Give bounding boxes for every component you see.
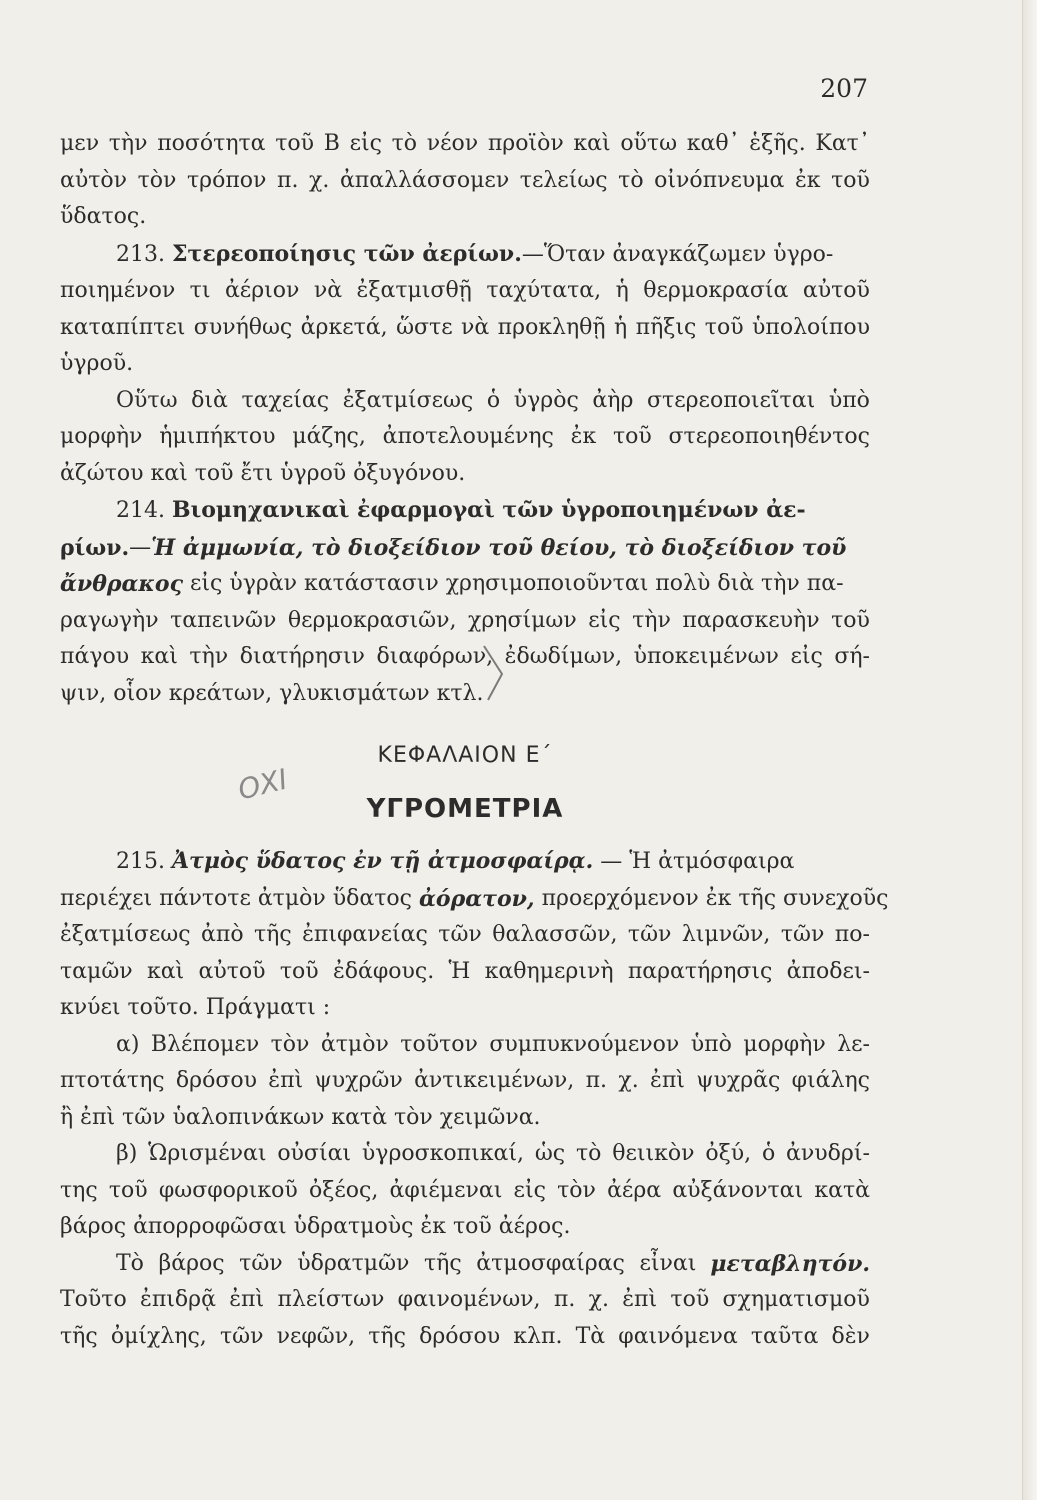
word: φιάλης bbox=[791, 1068, 870, 1093]
word: τῶν bbox=[780, 922, 825, 947]
word: ἀποτελουμένης bbox=[382, 424, 554, 449]
word: ἡ bbox=[614, 314, 628, 340]
word: εἰς bbox=[790, 644, 823, 669]
word: τὸν bbox=[557, 1177, 596, 1203]
word: θερμοκρασία bbox=[643, 278, 789, 303]
word: ψυχρᾶς bbox=[696, 1068, 781, 1093]
text-line bbox=[60, 639, 870, 676]
word: θειικὸν bbox=[612, 1141, 695, 1166]
word: οἰνόπνευμα bbox=[654, 167, 785, 193]
chapter-title: ΥΓΡΟΜΕΤΡΙΑ bbox=[366, 793, 564, 824]
word: καθ᾽ bbox=[686, 131, 740, 156]
text-line: Τὸ βάρος τῶν ὑδρατμῶν τῆς ἀτμοσφαίρας εἶναι μεταβλητόν. bbox=[60, 1246, 870, 1283]
word: συνήθως bbox=[193, 314, 293, 340]
word: ἑξῆς. bbox=[749, 131, 806, 156]
word: νέον bbox=[426, 131, 479, 156]
text-line: ρίων. — Ἡ ἀμμωνία, τὸ διοξείδιον τοῦ θείου, τὸ διοξείδιον τοῦ bbox=[60, 530, 870, 567]
word: σή- bbox=[834, 644, 870, 669]
word: ἐπὶ bbox=[268, 1068, 304, 1093]
word: συμπυκνούμενον bbox=[489, 1031, 680, 1057]
word: ὥστε bbox=[396, 314, 453, 340]
word: χ. bbox=[588, 1287, 609, 1312]
text-line bbox=[60, 917, 870, 954]
word: ἀέριον bbox=[224, 278, 300, 303]
word: τὸ bbox=[575, 1141, 602, 1166]
word: σχηματισμοῦ bbox=[722, 1287, 870, 1312]
word: ἐπιφανείας bbox=[302, 922, 428, 947]
word: αὐτὸν bbox=[60, 167, 128, 193]
word: τελείως bbox=[519, 167, 608, 193]
word: τῆς bbox=[368, 1323, 406, 1349]
word: χρησίμων bbox=[468, 607, 577, 633]
word: τοῦ bbox=[275, 131, 315, 156]
text-line bbox=[60, 310, 870, 347]
word: ψυχρῶν bbox=[314, 1068, 403, 1093]
word: προϊὸν bbox=[487, 131, 564, 156]
word: Βλέπομεν bbox=[150, 1031, 260, 1057]
word: παρατήρησις bbox=[627, 958, 773, 984]
word: τῶν bbox=[239, 1250, 283, 1276]
word: π. bbox=[585, 1068, 608, 1093]
word: διὰ bbox=[191, 387, 228, 413]
body-text bbox=[60, 126, 889, 1355]
word: Οὕτω bbox=[116, 387, 178, 413]
word: στερεοποιεῖται bbox=[647, 387, 816, 413]
word: οὕτω bbox=[620, 131, 678, 156]
word: κλπ. bbox=[513, 1323, 563, 1349]
text-line: περιέχει πάντοτε ἀτμὸν ὕδατος ἀόρατον, προερχόμενον ἐκ τῆς συνεχοῦς bbox=[60, 885, 889, 912]
word: εἰς bbox=[349, 131, 382, 156]
word: τὴν bbox=[632, 607, 671, 633]
section-number: 215. bbox=[116, 849, 165, 874]
section-215-heading: 215. Ἀτμὸς ὕδατος ἐν τῇ ἀτμοσφαίρᾳ. — Ἡ ἀτμόσφαιρα bbox=[116, 848, 795, 874]
text-line: ὑγροῦ. bbox=[60, 351, 134, 376]
word: πτοτάτης bbox=[60, 1068, 165, 1093]
word: ὁ bbox=[761, 1141, 776, 1166]
chapter-heading: ΚΕΦΑΛΑΙΟΝ Ε΄ bbox=[377, 743, 553, 768]
word: ὑπὸ bbox=[828, 387, 870, 413]
word: βάρος bbox=[158, 1250, 225, 1276]
word: ὀμίχλης, bbox=[110, 1323, 207, 1349]
word: τοῦ bbox=[670, 1287, 710, 1312]
text-line bbox=[60, 954, 870, 991]
italic-terms: Ἡ ἀμμωνία, τὸ διοξείδιον τοῦ θείου, τὸ διοξείδιον τοῦ bbox=[151, 534, 847, 561]
page-number: 207 bbox=[820, 74, 868, 103]
word: Τὰ bbox=[575, 1323, 606, 1349]
word: τοῦτον bbox=[400, 1031, 478, 1057]
word: Β bbox=[323, 131, 340, 156]
text-line bbox=[60, 126, 870, 163]
word: τοῦ bbox=[612, 424, 652, 449]
word: μορφὴν bbox=[60, 424, 143, 449]
word: ταπεινῶν bbox=[170, 607, 277, 633]
word: οὐσίαι bbox=[277, 1141, 352, 1166]
word: διαφόρων, bbox=[376, 644, 494, 669]
word: ἐκ bbox=[570, 424, 597, 449]
word: ἀνυδρί- bbox=[786, 1141, 870, 1166]
text-line bbox=[60, 419, 870, 456]
word: ἐξατμίσεως bbox=[60, 922, 191, 947]
word: τὸ bbox=[391, 131, 418, 156]
word: Ἡ bbox=[448, 958, 471, 984]
word: ἐπιδρᾷ bbox=[140, 1287, 216, 1312]
word: ἐκ bbox=[794, 167, 821, 193]
word: π. bbox=[553, 1287, 576, 1312]
section-214-heading bbox=[60, 492, 870, 530]
word: νὰ bbox=[461, 314, 490, 340]
word: ὁ bbox=[486, 387, 501, 413]
text-line bbox=[60, 603, 870, 640]
word: ἐδάφους. bbox=[332, 958, 435, 984]
word: ἀποδει- bbox=[786, 958, 870, 984]
text-line bbox=[60, 163, 870, 200]
word: β) bbox=[116, 1141, 138, 1166]
text-line bbox=[60, 1063, 870, 1100]
word: αὐξάνονται bbox=[672, 1177, 804, 1203]
word: τῶν bbox=[627, 922, 672, 947]
word: καταπίπτει bbox=[60, 314, 186, 340]
word: δρόσου bbox=[419, 1323, 501, 1349]
word: ραγωγὴν bbox=[60, 607, 159, 633]
word: τρόπον bbox=[186, 167, 267, 193]
word: ἀφιέμεναι bbox=[389, 1177, 503, 1203]
word: ὑγροσκοπικαί, bbox=[361, 1141, 524, 1166]
word: τοῦ bbox=[831, 167, 870, 193]
word: εἰς bbox=[513, 1177, 546, 1203]
word: ποσότητα bbox=[157, 131, 266, 156]
word: λιμνῶν, bbox=[681, 922, 771, 947]
word: εἰς bbox=[588, 607, 621, 633]
word: τὸν bbox=[270, 1031, 310, 1057]
word: ὑπολοίπου bbox=[752, 314, 870, 340]
text-line bbox=[60, 1282, 870, 1319]
word: ἀτμοσφαίρας bbox=[476, 1250, 625, 1276]
word: νεφῶν, bbox=[276, 1323, 356, 1349]
word: πάγου bbox=[60, 644, 130, 669]
page-edge bbox=[1022, 0, 1037, 1500]
word: ἀρκετά, bbox=[300, 314, 388, 340]
word: ὀξέος, bbox=[309, 1177, 379, 1203]
word: ἀπαλλάσσομεν bbox=[339, 167, 510, 193]
text-line: ὕδατος. bbox=[60, 204, 147, 229]
word: καθημερινὴ bbox=[484, 958, 614, 984]
word: φωσφορικοῦ bbox=[158, 1177, 298, 1203]
word: της bbox=[60, 1177, 98, 1203]
word: τοῦ bbox=[279, 958, 319, 984]
word: ὑγρὸς bbox=[513, 387, 579, 413]
text-line bbox=[60, 273, 870, 310]
word: θαλασσῶν, bbox=[492, 922, 618, 947]
word: δρόσου bbox=[175, 1068, 257, 1093]
word: Ὡρισμέναι bbox=[148, 1141, 267, 1166]
word: χ. bbox=[618, 1068, 639, 1093]
word: λε- bbox=[837, 1031, 870, 1057]
word: τοῦ bbox=[831, 607, 870, 633]
word: διατήρησιν bbox=[239, 644, 365, 669]
section-title: Στερεοποίησις τῶν ἀερίων. bbox=[171, 240, 522, 267]
pencil-mark-icon bbox=[480, 640, 520, 704]
word: τὴν bbox=[189, 644, 229, 669]
text-line: ἀζώτου καὶ τοῦ ἔτι ὑγροῦ ὀξυγόνου. bbox=[60, 460, 466, 486]
section-213-heading: 213. Στερεοποίησις τῶν ἀερίων.—Ὅταν ἀναγκάζωμεν ὑγρο- bbox=[116, 240, 834, 267]
word: τῶν bbox=[219, 1323, 264, 1349]
word: ὑποκειμένων bbox=[633, 644, 779, 669]
word: ἀπὸ bbox=[201, 922, 244, 947]
word: μορφὴν bbox=[743, 1031, 826, 1057]
word: τὸ bbox=[618, 167, 644, 193]
word: ἀὴρ bbox=[592, 387, 634, 413]
word: ἐπὶ bbox=[622, 1287, 658, 1312]
word: φαινόμενα bbox=[618, 1323, 738, 1349]
word: πο- bbox=[834, 922, 870, 947]
word: δὲν bbox=[831, 1323, 870, 1349]
text-line: βάρος ἀπορροφῶσαι ὑδρατμοὺς ἐκ τοῦ ἀέρος. bbox=[60, 1214, 571, 1239]
word: φαινομένων, bbox=[397, 1287, 541, 1312]
word: καὶ bbox=[140, 644, 178, 669]
word: ταμῶν bbox=[60, 958, 133, 984]
word: ἐξατμισθῇ bbox=[356, 278, 472, 303]
text-line: ψιν, οἷον κρεάτων, γλυκισμάτων κτλ. bbox=[60, 680, 484, 706]
word: ἐπὶ bbox=[229, 1287, 265, 1312]
word: ἀέρα bbox=[607, 1177, 662, 1203]
word: προκληθῇ bbox=[497, 314, 606, 340]
word: ἀντικειμένων, bbox=[414, 1068, 575, 1093]
word: πλείστων bbox=[277, 1287, 385, 1312]
word: ὀξύ, bbox=[705, 1141, 752, 1166]
word: θερμοκρασιῶν, bbox=[287, 607, 457, 633]
word: ταῦτα bbox=[750, 1323, 819, 1349]
word: εἶναι bbox=[639, 1250, 697, 1276]
word: ἀτμὸν bbox=[320, 1031, 389, 1057]
word: παρασκευὴν bbox=[682, 607, 820, 633]
word: τὴν bbox=[108, 131, 148, 156]
word: τῆς bbox=[424, 1250, 462, 1276]
text-line: κνύει τοῦτο. Πράγματι : bbox=[60, 995, 331, 1020]
word: τῆς bbox=[60, 1323, 98, 1349]
word: τὸν bbox=[137, 167, 177, 193]
word: τῆς bbox=[254, 922, 292, 947]
word: ἡ bbox=[615, 278, 629, 303]
word: ποιημένον bbox=[60, 278, 176, 303]
text-line bbox=[60, 1136, 870, 1173]
word: αὐτοῦ bbox=[802, 278, 870, 303]
word: καὶ bbox=[573, 131, 611, 156]
word: τοῦ bbox=[108, 1177, 148, 1203]
word: ἐδωδίμων, bbox=[504, 644, 623, 669]
word: Τὸ bbox=[116, 1250, 144, 1276]
word: ὑπὸ bbox=[690, 1031, 732, 1057]
text-line bbox=[60, 1173, 870, 1210]
word: τι bbox=[189, 278, 211, 303]
text-line bbox=[60, 1319, 870, 1356]
section-title: Βιομηχανικαὶ ἐφαρμογαὶ τῶν ὑγροποιημένων ἀε- bbox=[171, 497, 806, 523]
section-number: 214. bbox=[116, 498, 165, 523]
word: π. bbox=[277, 167, 299, 193]
word: χ. bbox=[309, 167, 330, 193]
word: νὰ bbox=[313, 278, 343, 303]
word: αὐτοῦ bbox=[198, 958, 266, 984]
word: ὑδρατμῶν bbox=[297, 1250, 410, 1276]
word: ἐπὶ bbox=[650, 1068, 685, 1093]
word: πῆξις bbox=[635, 314, 697, 340]
word: στερεοποιηθέντος bbox=[668, 424, 870, 449]
text-line: ἢ ἐπὶ τῶν ὑαλοπινάκων κατὰ τὸν χειμῶνα. bbox=[60, 1104, 541, 1130]
text-line bbox=[60, 1027, 870, 1064]
word: ἡμιπήκτου bbox=[159, 424, 276, 449]
text-line: ἄνθρακος εἰς ὑγρὰν κατάστασιν χρησιμοποιοῦνται πολὺ διὰ τὴν πα- bbox=[60, 571, 844, 597]
word: Τοῦτο bbox=[60, 1287, 127, 1312]
word: ταχύτατα, bbox=[486, 278, 602, 303]
word: ὡς bbox=[534, 1141, 566, 1166]
word: μεν bbox=[60, 131, 100, 156]
section-title: Ἀτμὸς ὕδατος ἐν τῇ ἀτμοσφαίρᾳ. bbox=[171, 848, 594, 874]
word: μάζης, bbox=[292, 424, 366, 449]
pencil-annotation: ΟΧΙ bbox=[234, 762, 291, 807]
word: καὶ bbox=[146, 958, 185, 984]
word: τοῦ bbox=[704, 314, 744, 340]
word: α) bbox=[116, 1031, 140, 1057]
word: κατὰ bbox=[814, 1177, 870, 1203]
word: τῶν bbox=[438, 922, 482, 947]
word: ἐξατμίσεως bbox=[342, 387, 474, 413]
word: ταχείας bbox=[241, 387, 330, 413]
text-line bbox=[60, 383, 870, 420]
section-number: 213. bbox=[116, 241, 165, 267]
word: Κατ᾽ bbox=[815, 131, 870, 156]
